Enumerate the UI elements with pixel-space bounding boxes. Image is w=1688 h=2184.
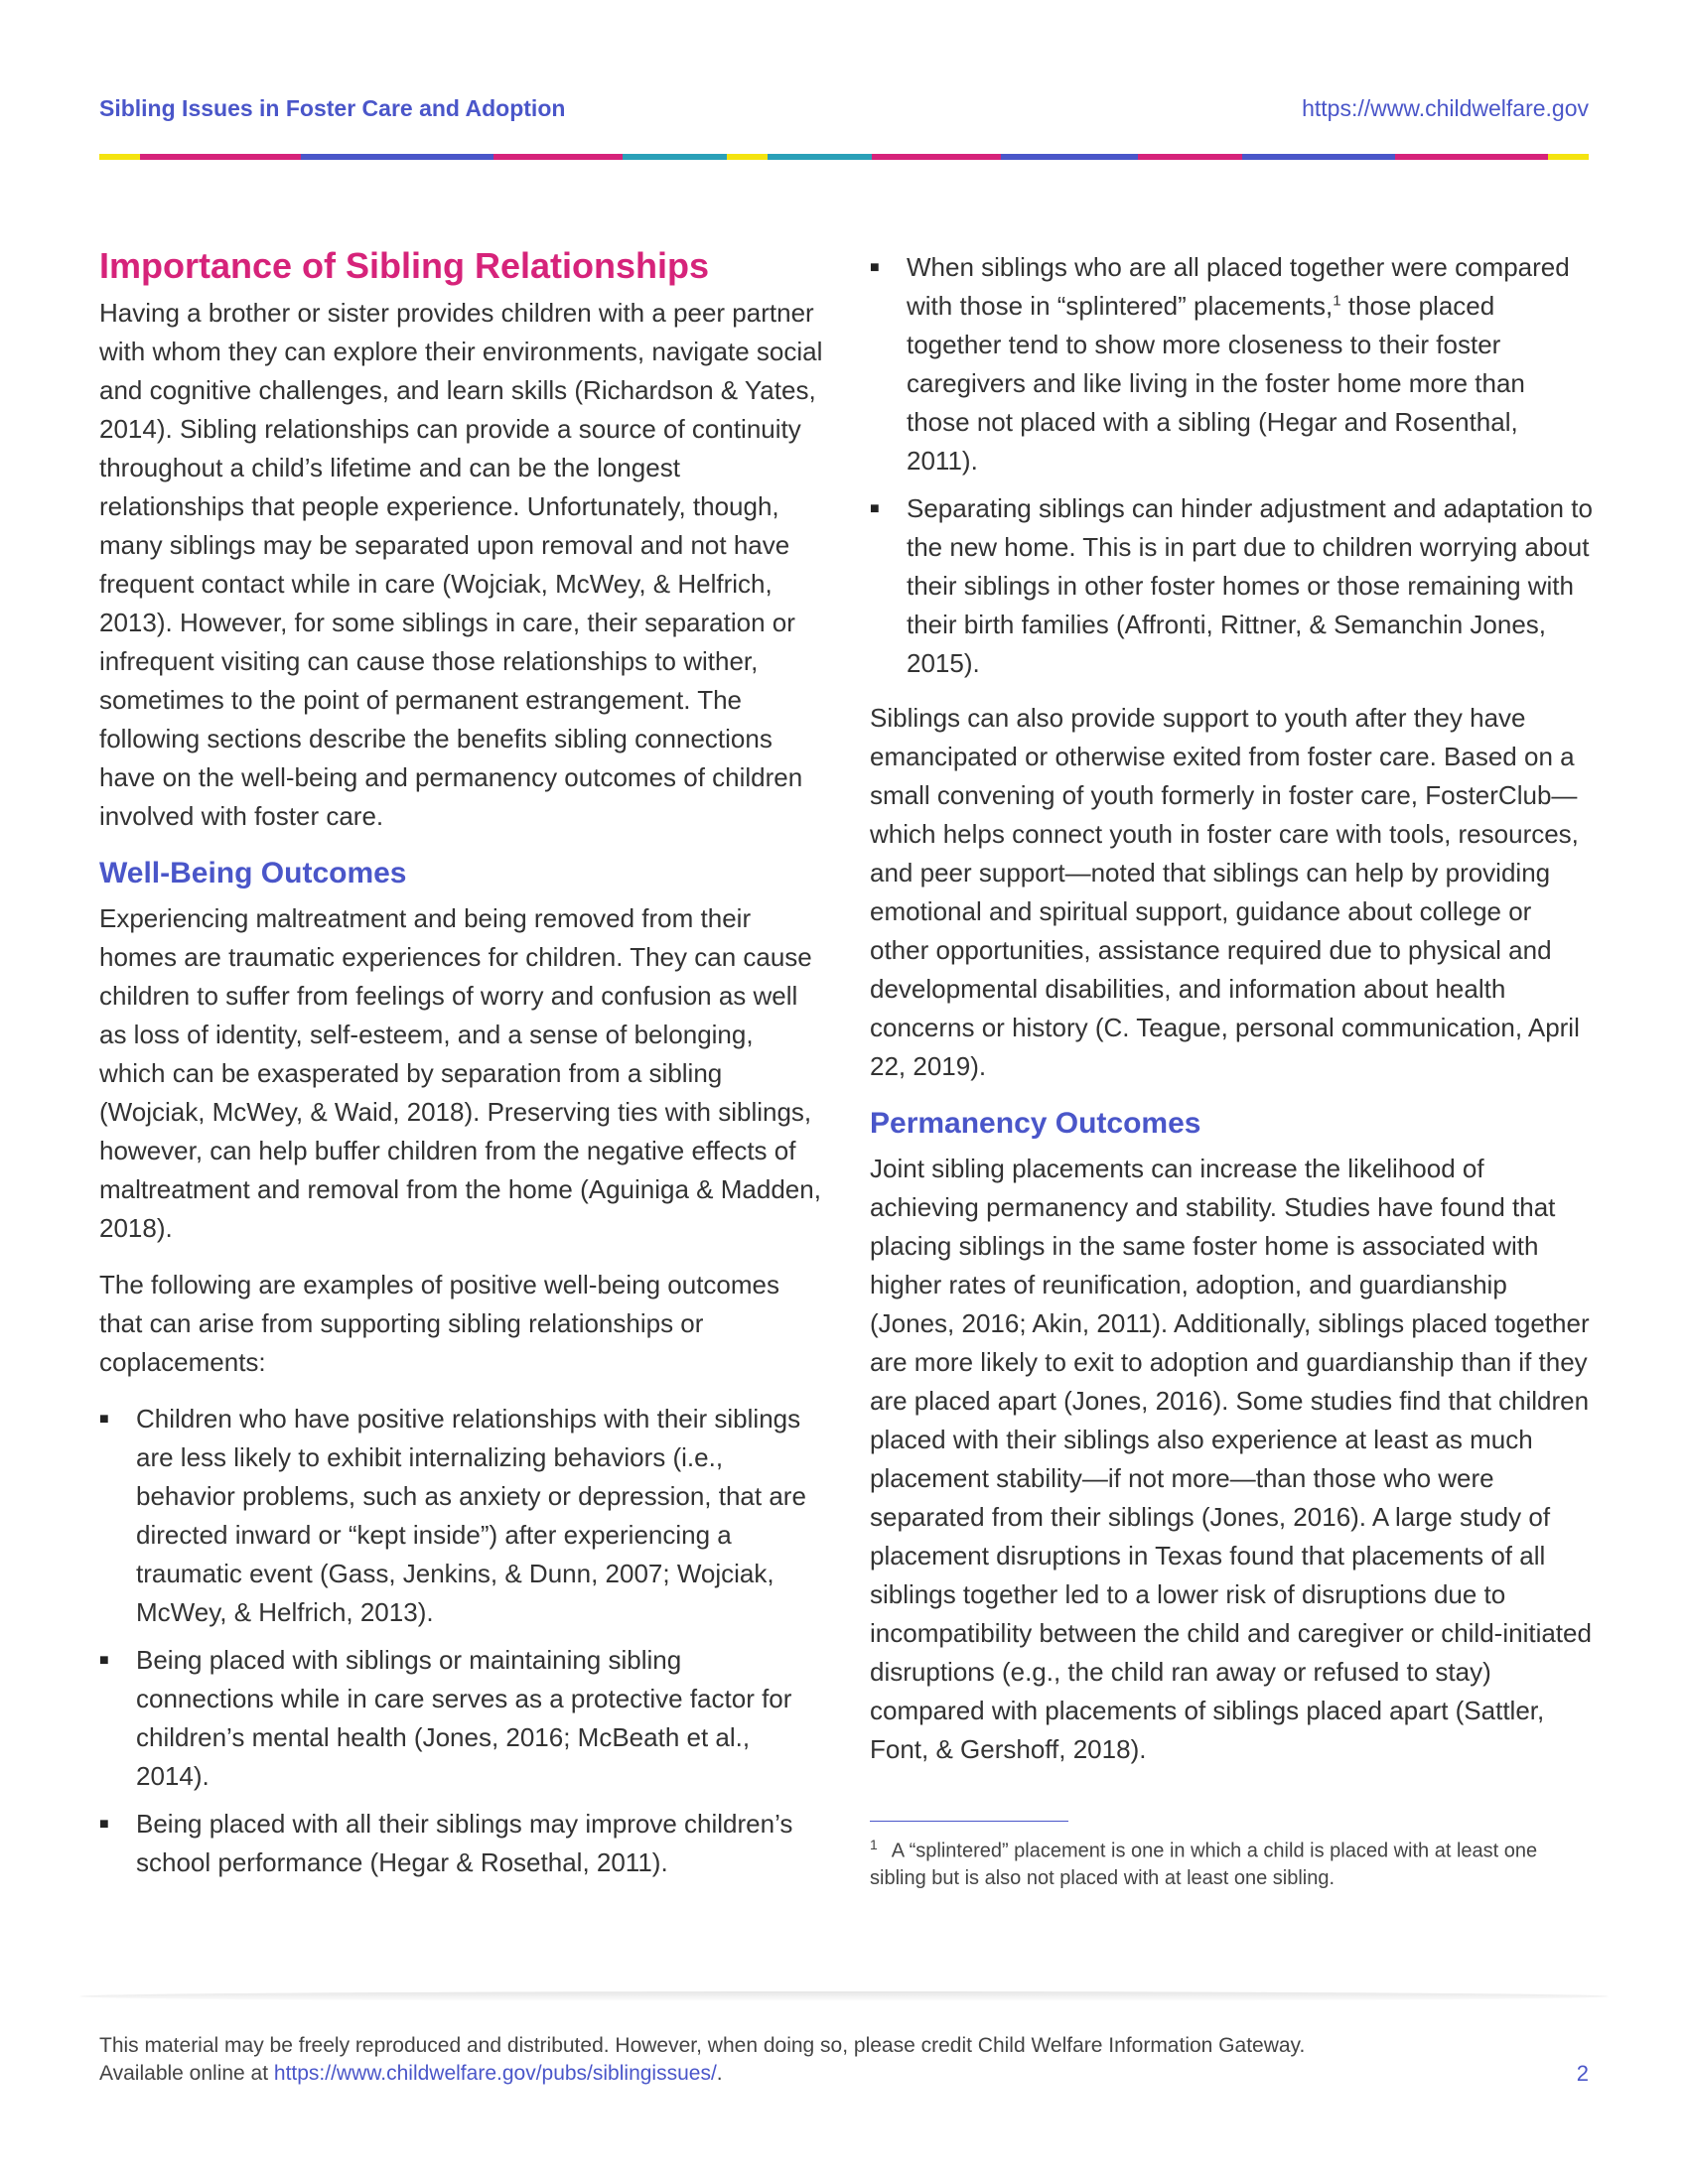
intro-paragraph: Having a brother or sister provides children with a peer partner with whom they can explore their environments, navigate social and cognitive challenges, and learn skills (Richardson & Yates, 2014). Sibling relationships can provide a source of continuity throughout a child’s lifetime and can be the longest relationships that people experience. Unfortunately, though, many siblings may be separated upon removal and not have frequent contact while in care (Wojciak, McWey, & Helfrich, 2013). However, for some siblings in care, their separation or infrequent visiting can cause those relationships to wither, sometimes to the point of permanent estrangement. The following sections describe the benefits sibling connections have on the well-being and permanency outcomes of children involved with foster care. (99, 298, 823, 831)
header-color-stripe (99, 154, 1589, 160)
section-heading: Importance of Sibling Relationships (99, 245, 710, 286)
continued-list (870, 248, 1593, 683)
footnote-divider (870, 1821, 1068, 1822)
list-item-text-cont: those placed together tend to show more closeness to their foster caregivers and like living in the foster home more than those not placed with a sibling (Hegar and Rosenthal, 2011). (907, 291, 1525, 476)
header-title: Sibling Issues in Foster Care and Adoption (99, 95, 566, 121)
stripe-segment (1138, 154, 1242, 160)
list-item-text: Being placed with all their siblings may improve children’s school performance (Hegar & Rosethal, 2011). (136, 1809, 793, 1877)
page-footer (99, 2032, 1390, 2088)
footnote-number: 1 (870, 1837, 878, 1852)
list-item (870, 248, 1593, 480)
well-being-paragraph: Experiencing maltreatment and being removed from their homes are traumatic experiences for children. They can cause children to suffer from feelings of worry and confusion as well as loss of identity, self-esteem, and a sense of belonging, which can be exasperated by separation from a sibling (Wojciak, McWey, & Waid, 2018). Preserving ties with siblings, however, can help buffer children from the negative effects of maltreatment and removal from the home (Aguiniga & Madden, 2018). (99, 903, 821, 1243)
stripe-segment (493, 154, 623, 160)
header-url[interactable]: https://www.childwelfare.gov (1302, 95, 1589, 121)
bullet-icon: ■ (870, 259, 880, 276)
bullet-icon: ■ (870, 500, 880, 517)
bullet-icon: ■ (99, 1411, 109, 1428)
permanency-paragraph: Joint sibling placements can increase the likelihood of achieving permanency and stability. Studies have found that placing siblings in the same foster home is associated with higher rates of reunification, adoption, and guardianship (Jones, 2016; Akin, 2011). Additionally, siblings placed together are more likely to exit to adoption and guardianship than if they are placed apart (Jones, 2016). Some studies find that children placed with their siblings also experience at least as much placement stability—if not more—than those who were separated from their siblings (Jones, 2016). A large study of placement disruptions in Texas found that placements of all siblings together led to a lower risk of disruptions due to incompatibility between the child and caregiver or child-initiated disruptions (e.g., the child ran away or refused to stay) compared with placements of siblings placed apart (Sattler, Font, & Gershoff, 2018). (870, 1154, 1592, 1764)
stripe-segment (140, 154, 301, 160)
footer-divider (79, 1991, 1609, 2001)
footer-text: This material may be freely reproduced and distributed. However, when doing so, please credit Child Welfare Information Gateway. Available online at (99, 2034, 1306, 2085)
list-item (99, 1400, 824, 1632)
stripe-segment (872, 154, 1001, 160)
list-item (99, 1805, 824, 1882)
page-header (99, 95, 1589, 135)
permanency-heading: Permanency Outcomes (870, 1107, 1201, 1140)
examples-paragraph: The following are examples of positive well-being outcomes that can arise from supporting sibling relationships or coplacements: (99, 1270, 780, 1377)
stripe-segment (1548, 154, 1589, 160)
list-item-text: When siblings who are all placed together were compared with those in “splintered” placements, (907, 252, 1570, 321)
footer-link[interactable]: https://www.childwelfare.gov/pubs/siblingissues/ (273, 2062, 717, 2085)
list-item-text: Separating siblings can hinder adjustment and adaptation to the new home. This is in part due to children worrying about their siblings in other foster homes or those remaining with their birth families (Affronti, Rittner, & Semanchin Jones, 2015). (907, 493, 1593, 678)
stripe-segment (727, 154, 768, 160)
list-item (870, 489, 1593, 683)
bullet-icon: ■ (99, 1816, 109, 1833)
footnote (870, 1832, 1593, 1892)
well-being-heading: Well-Being Outcomes (99, 857, 407, 889)
stripe-segment (1242, 154, 1395, 160)
stripe-segment (623, 154, 727, 160)
footer-end: . (716, 2062, 723, 2085)
footnote-ref[interactable]: 1 (1333, 292, 1341, 310)
footnote-text: A “splintered” placement is one in which a child is placed with at least one sibling but is also not placed with at least one sibling. (870, 1840, 1538, 1889)
stripe-segment (1001, 154, 1138, 160)
page-number: 2 (1576, 2061, 1589, 2086)
stripe-segment (768, 154, 872, 160)
list-item-text: Children who have positive relationships with their siblings are less likely to exhibit internalizing behaviors (i.e., behavior problems, such as anxiety or depression, that are directed inward or “kept inside”) after experiencing a traumatic event (Gass, Jenkins, & Dunn, 2007; Wojciak, McWey, & Helfrich, 2013). (136, 1404, 806, 1627)
stripe-segment (301, 154, 494, 160)
support-paragraph: Siblings can also provide support to youth after they have emancipated or otherwise exited from foster care. Based on a small convening of youth formerly in foster care, FosterClub—which helps connect youth in foster care with tools, resources, and peer support—noted that siblings can help by providing emotional and spiritual support, guidance about college or other opportunities, assistance required due to physical and developmental disabilities, and information about health concerns or history (C. Teague, personal communication, April 22, 2019). (870, 703, 1580, 1081)
list-item-text: Being placed with siblings or maintaining sibling connections while in care serves as a protective factor for children’s mental health (Jones, 2016; McBeath et al., 2014). (136, 1645, 792, 1791)
well-being-list (99, 1400, 824, 1882)
stripe-segment (99, 154, 140, 160)
bullet-icon: ■ (99, 1652, 109, 1669)
stripe-segment (1395, 154, 1548, 160)
left-column (99, 244, 824, 1891)
right-column (870, 248, 1593, 1892)
list-item (99, 1641, 824, 1796)
